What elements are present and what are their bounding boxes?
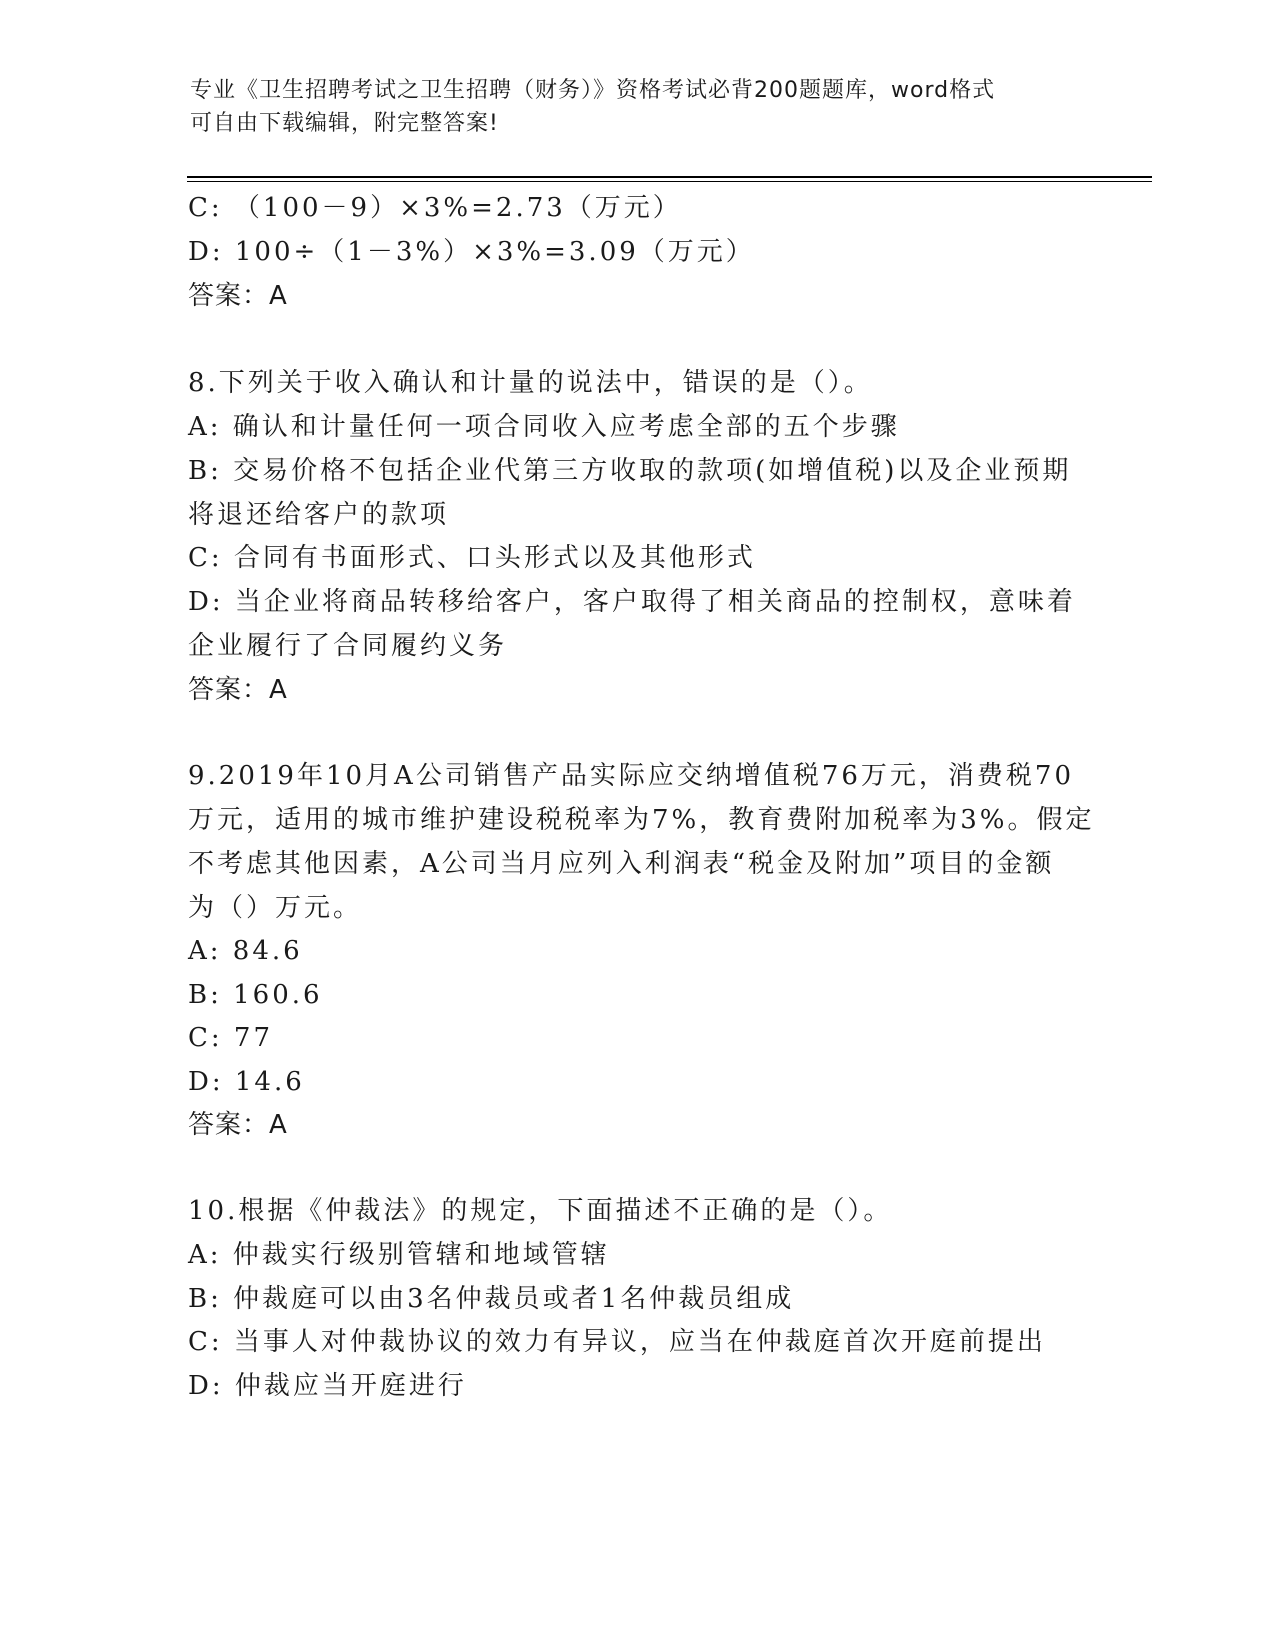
q7-option-d: D: 100÷（1－3%）×3%=3.09（万元）: [188, 237, 755, 267]
q8-option-d-line-1: D: 当企业将商品转移给客户，客户取得了相关商品的控制权，意味着: [188, 587, 1076, 617]
q10-option-a: A: 仲裁实行级别管辖和地域管辖: [188, 1240, 610, 1270]
q9-answer: 答案：A: [188, 1110, 288, 1140]
q9-option-b: B: 160.6: [188, 980, 323, 1010]
q8-option-b-line-2: 将退还给客户的款项: [188, 500, 450, 530]
q10-option-d: D: 仲裁应当开庭进行: [188, 1371, 467, 1401]
q8-stem: 8.下列关于收入确认和计量的说法中，错误的是（）。: [188, 368, 873, 398]
header-rule-thick: [187, 176, 1152, 178]
q8-option-d-line-2: 企业履行了合同履约义务: [188, 631, 508, 661]
q9-option-a: A: 84.6: [188, 936, 303, 966]
q9-stem-line-1: 9.2019年10月A公司销售产品实际应交纳增值税76万元，消费税70: [188, 761, 1075, 791]
q10-option-b: B: 仲裁庭可以由3名仲裁员或者1名仲裁员组成: [188, 1284, 795, 1314]
q9-stem-line-2: 万元，适用的城市维护建设税税率为7%，教育费附加税率为3%。假定: [188, 805, 1095, 835]
document-header: [190, 74, 1070, 140]
q8-option-b-line-1: B: 交易价格不包括企业代第三方收取的款项(如增值税)以及企业预期: [188, 456, 1072, 486]
q9-option-c: C: 77: [188, 1023, 274, 1053]
q9-stem-line-4: 为（）万元。: [188, 893, 363, 923]
header-title-line-1: 专业《卫生招聘考试之卫生招聘（财务）》资格考试必背200题题库，word格式: [190, 78, 996, 103]
q7-answer: 答案：A: [188, 281, 288, 311]
header-rule-thin: [187, 181, 1152, 182]
q8-option-a: A: 确认和计量任何一项合同收入应考虑全部的五个步骤: [188, 412, 900, 442]
q8-option-c: C: 合同有书面形式、口头形式以及其他形式: [188, 543, 756, 573]
q10-stem: 10.根据《仲裁法》的规定，下面描述不正确的是（）。: [188, 1196, 893, 1226]
q9-option-d: D: 14.6: [188, 1067, 305, 1097]
q10-option-c: C: 当事人对仲裁协议的效力有异议，应当在仲裁庭首次开庭前提出: [188, 1327, 1046, 1357]
q8-answer: 答案：A: [188, 675, 288, 705]
q9-stem-line-3: 不考虑其他因素，A公司当月应列入利润表“税金及附加”项目的金额: [188, 849, 1055, 879]
header-title-line-2: 可自由下载编辑，附完整答案!: [190, 111, 499, 136]
q7-option-c: C: （100－9）×3%=2.73（万元）: [188, 193, 682, 223]
